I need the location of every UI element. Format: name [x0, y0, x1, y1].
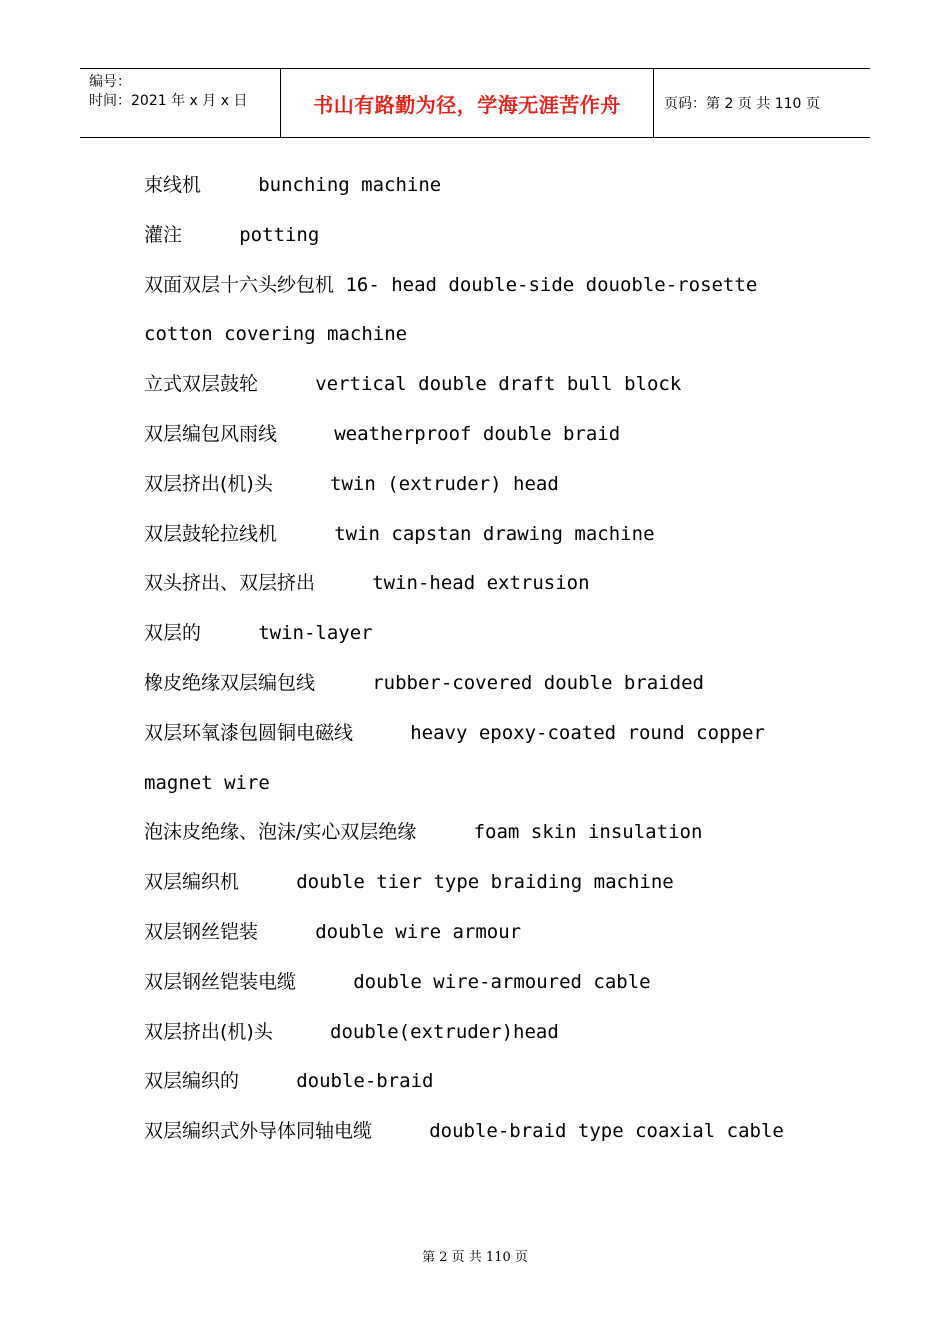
page-header — [80, 68, 870, 138]
chinese-term: 双头挤出、双层挤出 — [144, 572, 316, 595]
english-term: double(extruder)head — [272, 1020, 559, 1043]
english-term: rubber-covered double braided — [315, 671, 704, 694]
chinese-term: 束线机 — [144, 174, 202, 196]
glossary-entry — [144, 266, 844, 316]
motto-text: 书山有路勤为径，学海无涯苦作舟 — [313, 92, 621, 117]
glossary-entry — [144, 813, 844, 863]
footer-page-number: 第 2 页 共 110 页 — [422, 1250, 528, 1265]
glossary-entry — [144, 365, 844, 415]
english-term: twin (extruder) head — [272, 472, 559, 495]
glossary-entry — [144, 465, 844, 515]
header-meta — [80, 69, 281, 137]
chinese-term: 双层编织机 — [144, 871, 240, 894]
time-label: 时间：2021 年 x 月 x 日 — [89, 93, 248, 109]
english-term: foam skin insulation — [416, 821, 703, 844]
english-term: bunching machine — [201, 174, 442, 196]
chinese-term: 双层编织的 — [144, 1070, 240, 1093]
chinese-term: 双面双层十六头纱包机 — [144, 273, 335, 296]
glossary-entry — [144, 166, 844, 216]
english-term: 16- head double-side douoble-rosette — [334, 273, 758, 296]
glossary-entry — [144, 1013, 844, 1063]
glossary-entry — [144, 415, 844, 465]
glossary-entry — [144, 863, 844, 913]
chinese-term: 双层挤出(机)头 — [144, 1020, 273, 1043]
english-term: double wire-armoured cable — [296, 970, 651, 993]
glossary-entry — [144, 1062, 844, 1112]
english-term: potting — [182, 223, 320, 246]
chinese-term: 泡沫皮绝缘、泡沫/实心双层绝缘 — [144, 821, 417, 844]
english-term: twin-layer — [201, 622, 373, 645]
english-term: twin-head extrusion — [315, 572, 590, 595]
page-info: 页码：第 2 页 共 110 页 — [664, 96, 820, 112]
english-term: double wire armour — [258, 920, 522, 943]
chinese-term: 双层编包风雨线 — [144, 422, 278, 445]
glossary-entry — [144, 714, 844, 764]
chinese-term: 双层挤出(机)头 — [144, 472, 273, 495]
english-term: twin capstan drawing machine — [277, 522, 655, 545]
chinese-term: 橡皮绝缘双层编包线 — [144, 671, 316, 694]
glossary-entry — [144, 515, 844, 565]
english-term: cotton covering machine — [144, 323, 408, 346]
number-label: 编号： — [89, 74, 131, 90]
english-term: weatherproof double braid — [277, 422, 621, 445]
english-term: double-braid type coaxial cable — [372, 1120, 784, 1143]
glossary-entry — [144, 664, 844, 714]
chinese-term: 双层的 — [144, 622, 202, 645]
glossary-entry — [144, 764, 844, 814]
chinese-term: 双层钢丝铠装 — [144, 920, 259, 943]
chinese-term: 双层钢丝铠装电缆 — [144, 970, 297, 993]
header-page-cell — [654, 69, 870, 137]
english-term: magnet wire — [144, 771, 270, 794]
chinese-term: 灌注 — [144, 223, 183, 246]
glossary-entry — [144, 564, 844, 614]
chinese-term: 立式双层鼓轮 — [144, 373, 259, 396]
english-term: vertical double draft bull block — [258, 373, 682, 396]
glossary-entry — [144, 614, 844, 664]
glossary-entry — [144, 315, 844, 365]
english-term: heavy epoxy-coated round copper — [353, 721, 765, 744]
page-footer — [0, 1246, 950, 1265]
glossary-entry — [144, 216, 844, 266]
english-term: double tier type braiding machine — [239, 871, 674, 894]
chinese-term: 双层鼓轮拉线机 — [144, 522, 278, 545]
glossary-entry — [144, 1112, 844, 1162]
glossary-list — [144, 166, 844, 1162]
header-motto-cell — [281, 69, 654, 137]
chinese-term: 双层编织式外导体同轴电缆 — [144, 1120, 373, 1143]
chinese-term: 双层环氧漆包圆铜电磁线 — [144, 721, 354, 744]
glossary-entry — [144, 913, 844, 963]
english-term: double-braid — [239, 1070, 434, 1093]
glossary-entry — [144, 963, 844, 1013]
